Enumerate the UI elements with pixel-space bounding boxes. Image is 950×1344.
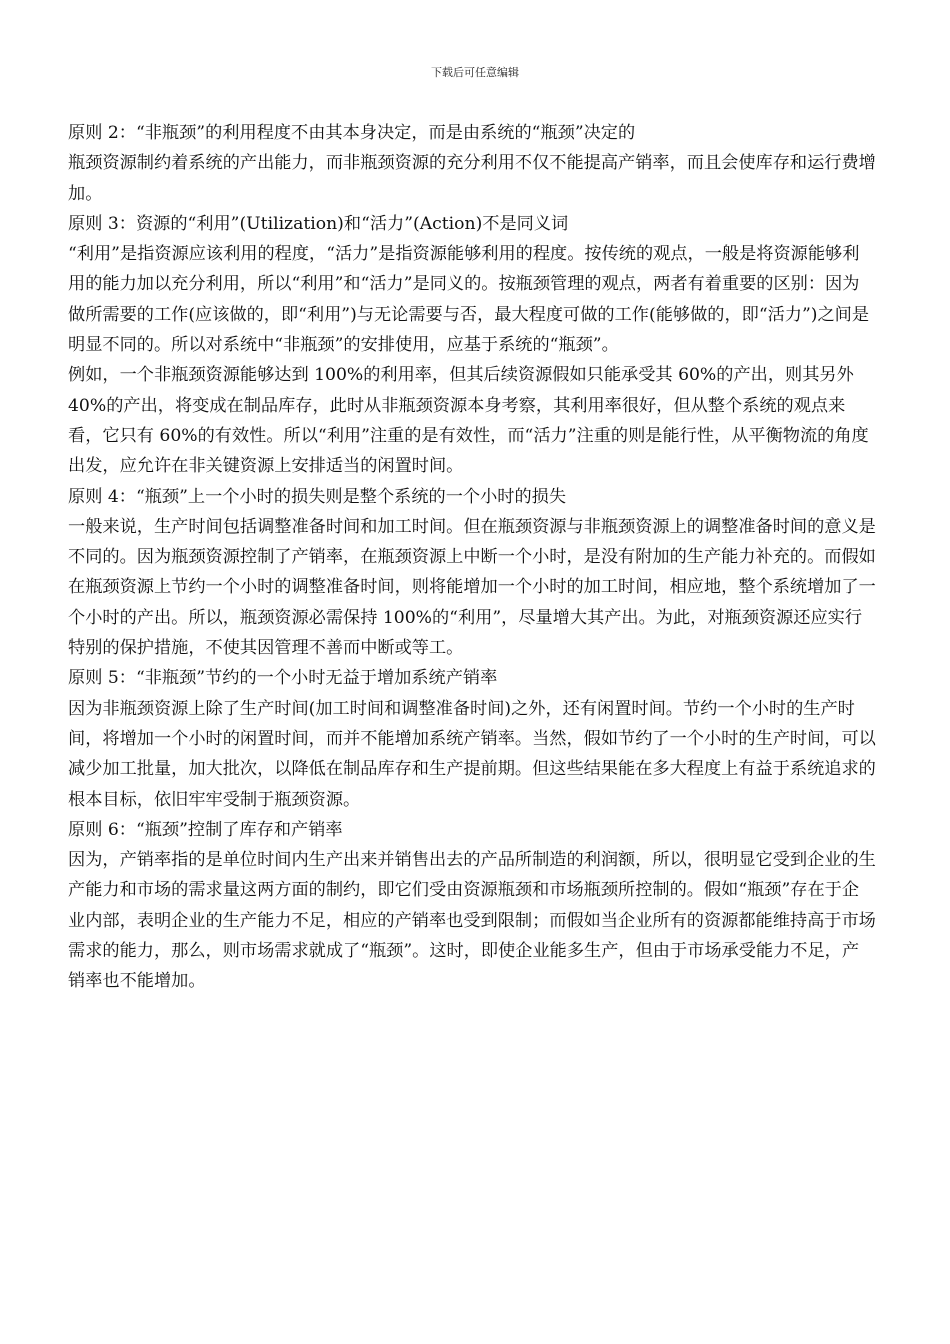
document-body [68, 118, 876, 997]
principle-3-example-paragraph: 例如，一个非瓶颈资源能够达到 100%的利用率，但其后续资源假如只能承受其 60%的产出，则其另外 40%的产出，将变成在制品库存，此时从非瓶颈资源本身考察，其利用率很好，但从整个系统的观点来看，它只有 60%的有效性。所以“利用”注重的是有效性，而“活力”注重的则是能行性，从平衡物流的角度出发，应允许在非关键资源上安排适当的闲置时间。 [68, 365, 869, 477]
principle-5-heading: 原则 5：“非瓶颈”节约的一个小时无益于增加系统产销率 [68, 668, 498, 689]
principle-2-paragraph: 瓶颈资源制约着系统的产出能力，而非瓶颈资源的充分利用不仅不能提高产销率，而且会使库存和运行费增加。 [68, 153, 876, 204]
principle-5-paragraph: 因为非瓶颈资源上除了生产时间(加工时间和调整准备时间)之外，还有闲置时间。节约一个小时的生产时间，将增加一个小时的闲置时间，而并不能增加系统产销率。当然，假如节约了一个小时的生产时间，可以减少加工批量，加大批次，以降低在制品库存和生产提前期。但这些结果能在多大程度上有益于系统追求的根本目标，依旧牢牢受制于瓶颈资源。 [68, 698, 876, 810]
page-header: 下载后可任意编辑 [431, 66, 519, 79]
principle-6-heading: 原则 6：“瓶颈”控制了库存和产销率 [68, 819, 343, 840]
principle-3-paragraph: “利用”是指资源应该利用的程度，“活力”是指资源能够利用的程度。按传统的观点，一般是将资源能够利用的能力加以充分利用，所以“利用”和“活力”是同义的。按瓶颈管理的观点，两者有着重要的区别：因为做所需要的工作(应该做的，即“利用”)与无论需要与否，最大程度可做的工作(能够做的，即“活力”)之间是明显不同的。所以对系统中“非瓶颈”的安排使用，应基于系统的“瓶颈”。 [68, 244, 870, 356]
principle-2-heading: 原则 2：“非瓶颈”的利用程度不由其本身决定，而是由系统的“瓶颈”决定的 [68, 123, 636, 143]
principle-4-paragraph: 一般来说，生产时间包括调整准备时间和加工时间。但在瓶颈资源与非瓶颈资源上的调整准备时间的意义是不同的。因为瓶颈资源控制了产销率，在瓶颈资源上中断一个小时，是没有附加的生产能力补充的。而假如在瓶颈资源上节约一个小时的调整准备时间，则将能增加一个小时的加工时间，相应地，整个系统增加了一个小时的产出。所以，瓶颈资源必需保持 100%的“利用”，尽量增大其产出。为此，对瓶颈资源还应实行特别的保护措施，不使其因管理不善而中断或等工。 [68, 516, 876, 659]
principle-3-heading: 原则 3：资源的“利用”(Utilization)和“活力”(Action)不是同义词 [68, 213, 569, 234]
principle-6-paragraph: 因为，产销率指的是单位时间内生产出来并销售出去的产品所制造的利润额，所以，很明显它受到企业的生产能力和市场的需求量这两方面的制约，即它们受由资源瓶颈和市场瓶颈所控制的。假如“瓶颈”存在于企业内部，表明企业的生产能力不足，相应的产销率也受到限制；而假如当企业所有的资源都能维持高于市场需求的能力，那么，则市场需求就成了“瓶颈”。这时，即使企业能多生产，但由于市场承受能力不足，产销率也不能增加。 [68, 850, 876, 992]
principle-4-heading: 原则 4：“瓶颈”上一个小时的损失则是整个系统的一个小时的损失 [68, 486, 567, 507]
